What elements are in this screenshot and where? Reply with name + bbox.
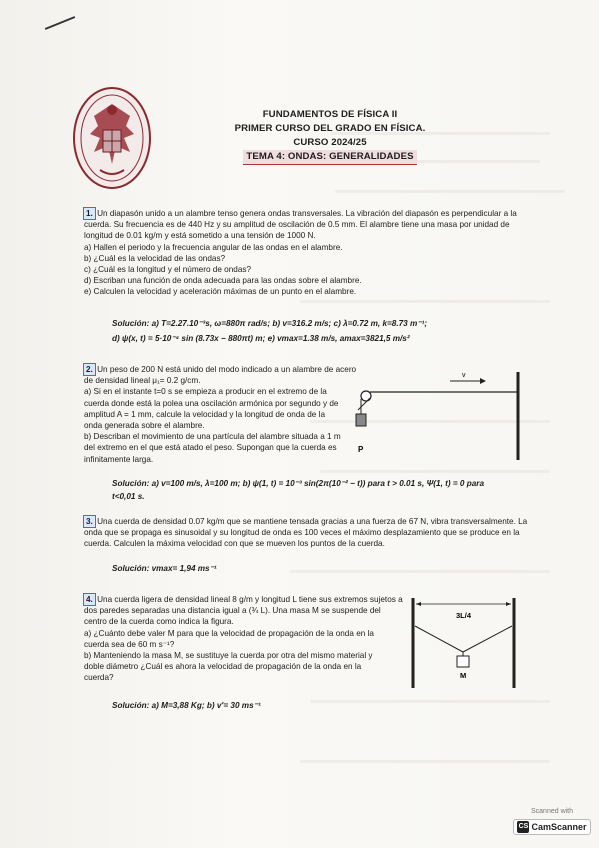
problem-number: 3.	[86, 517, 93, 526]
problem-text: cuerda sea de 60 m s⁻¹?	[84, 639, 175, 649]
problem-text: b) Manteniendo la masa M, se sustituye la cuerda por otra del mismo material y	[84, 651, 373, 661]
problem-text: Un diapasón unido a un alambre tenso genera ondas transversales. La vibración del diapasón es perpendicular a la	[97, 209, 517, 218]
problem-text: cuerda donde está la polea una oscilación armónica por segundo y de	[84, 398, 339, 408]
problem-text: b) Describan el movimiento de una partícula del alambre situada a 1 m	[84, 432, 341, 442]
solution-1-line-1: Solución: a) T=2.27.10⁻³s, ω=880π rad/s; b) v=316.2 m/s; c) λ=0.72 m, k=8.73 m⁻¹;	[112, 319, 428, 328]
string-left	[415, 626, 463, 652]
problem-1	[84, 208, 524, 298]
arrow-right-icon	[506, 602, 511, 606]
mass-label: M	[460, 671, 467, 680]
problem-text: e) Calculen la velocidad y aceleración máximas de un punto en el alambre.	[84, 287, 357, 297]
degree-line: PRIMER CURSO DEL GRADO EN FÍSICA.	[234, 123, 426, 134]
arrow-head-icon	[480, 378, 486, 384]
problem-number: 4.	[86, 595, 93, 604]
problem-text: onda que se propaga es sinusoidal y su longitud de onda es 100 veces el máximo desplazamiento que se produce en la	[84, 528, 520, 538]
point-label: P	[358, 445, 364, 454]
problem-number: 1.	[86, 209, 93, 218]
problem-3	[84, 516, 528, 550]
pulley-icon	[361, 391, 371, 401]
problem-text: b) ¿Cuál es la velocidad de las ondas?	[84, 253, 226, 263]
mass-block	[457, 656, 469, 667]
camscanner-watermark	[509, 808, 595, 840]
pen-mark	[45, 16, 75, 30]
problem-text: Una cuerda ligera de densidad lineal 8 g/m y longitud L tiene sus extremos sujetos a	[97, 595, 403, 604]
velocity-label: v	[462, 372, 466, 379]
problem-text: c) ¿Cuál es la longitud y el número de ondas?	[84, 265, 252, 275]
problem-text: cuerda. Su frecuencia es de 440 Hz y su amplitud de oscilación de 0.5 mm. El alambre tiene una masa por unidad de	[84, 220, 510, 230]
solution-3: Solución: vmax= 1,94 ms⁻¹	[112, 564, 217, 573]
distance-label: 3L/4	[456, 611, 472, 620]
year-line: CURSO 2024/25	[293, 137, 367, 148]
scanned-with-label: Scanned with	[530, 808, 574, 815]
university-seal-icon	[72, 86, 152, 190]
problem-text: dos paredes separadas una distancia igual a (¾ L). Una masa M se suspende del	[84, 606, 381, 616]
problem-2	[84, 364, 374, 465]
problem-text: centro de la cuerda como indica la figura.	[84, 617, 234, 627]
problem-text: d) Escriban una función de onda adecuada para las ondas sobre el alambre.	[84, 276, 362, 286]
pulley-figure	[350, 370, 526, 462]
problem-number: 2.	[86, 365, 93, 374]
problem-text: cuerda. Calculen la máxima velocidad con que se mueven los puntos de la cuerda.	[84, 539, 385, 549]
camscanner-logo-icon: CS	[517, 821, 529, 833]
problem-text: doble diámetro ¿Cuál es ahora la velocidad de propagación de la onda en la	[84, 662, 362, 672]
problem-text: Una cuerda de densidad 0.07 kg/m que se mantiene tensada gracias a una fuerza de 67 N, vibra transversalmente. La	[97, 517, 528, 526]
course-title: FUNDAMENTOS DE FÍSICA II	[262, 109, 398, 120]
hanging-mass-figure	[410, 596, 518, 690]
problem-text: cuerda?	[84, 673, 114, 683]
problem-text: a) ¿Cuánto debe valer M para que la velocidad de propagación de la onda en la	[84, 628, 374, 638]
solution-2-line-1: Solución: a) v=100 m/s, λ=100 m; b) ψ(1, t) = 10⁻³ sin(2π(10⁻² − t)) para t > 0.01 s, Ψ(1, t) = 0 para	[112, 479, 485, 488]
solution-1-line-2: d) ψ(x, t) = 5·10⁻⁴ sin (8.73x − 880πt) m; e) vmax=1.38 m/s, amax=3821,5 m/s²	[112, 334, 410, 343]
problem-text: del extremo en el que está atado el peso. Supongan que la cuerda es	[84, 443, 337, 453]
string-right	[463, 626, 512, 652]
problem-text: de densidad lineal μ₁= 0.2 g/cm.	[84, 376, 201, 386]
problem-text: a) Si en el instante t=0 s se empieza a producir en el extremo de la	[84, 387, 327, 397]
problem-4	[84, 594, 404, 684]
document-header	[200, 108, 460, 165]
problem-text: onda generada sobre el alambre.	[84, 421, 205, 431]
problem-text: amplitud A = 1 mm, calcule la velocidad y la longitud de onda de la	[84, 409, 325, 419]
solution-4: Solución: a) M=3,88 Kg; b) v'= 30 ms⁻¹	[112, 701, 261, 710]
problem-text: Un peso de 200 N está unido del modo indicado a un alambre de acero	[97, 365, 357, 374]
problem-text: longitud de 0.01 kg/m y está sometido a una tensión de 1000 N.	[84, 231, 316, 241]
arrow-left-icon	[416, 602, 421, 606]
weight-block	[356, 414, 366, 426]
topic-title: TEMA 4: ONDAS: GENERALIDADES	[243, 150, 416, 165]
camscanner-label: CamScanner	[531, 821, 587, 832]
problem-text: a) Hallen el periodo y la frecuencia angular de las ondas en el alambre.	[84, 242, 343, 252]
problem-text: infinitamente larga.	[84, 454, 154, 464]
solution-2-line-2: t<0,01 s.	[112, 492, 145, 501]
